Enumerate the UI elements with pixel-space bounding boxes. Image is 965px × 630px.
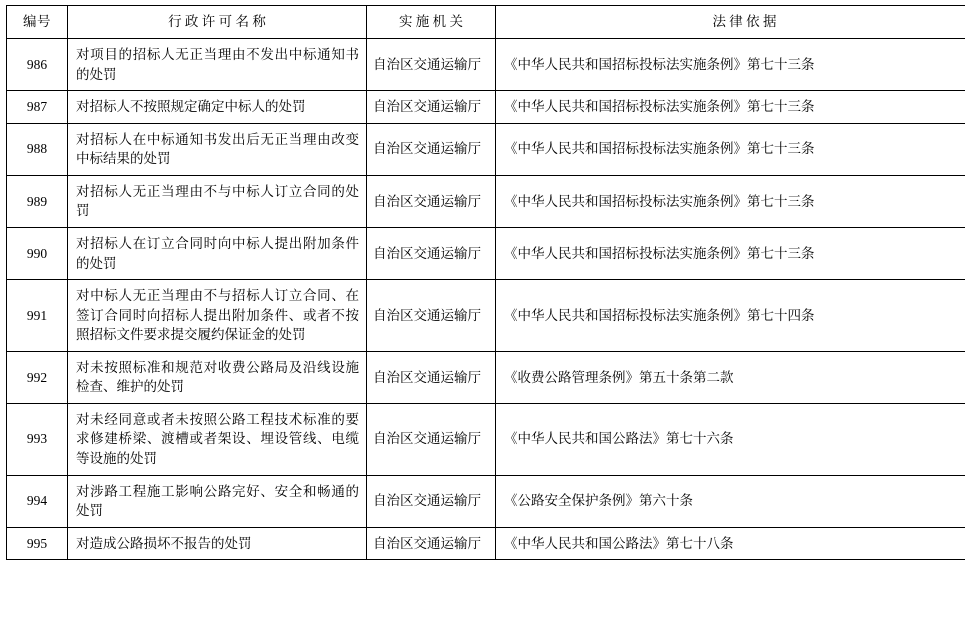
cell-number: 988 (7, 123, 68, 175)
cell-number: 987 (7, 91, 68, 124)
cell-permission-name: 对未按照标准和规范对收费公路局及沿线设施检查、维护的处罚 (68, 351, 367, 403)
cell-legal-basis: 《中华人民共和国招标投标法实施条例》第七十三条 (496, 123, 965, 175)
cell-number: 990 (7, 227, 68, 279)
cell-legal-basis: 《中华人民共和国招标投标法实施条例》第七十四条 (496, 280, 965, 352)
cell-implementing-organ: 自治区交通运输厅 (367, 403, 496, 475)
administrative-permission-table (6, 5, 965, 560)
table-row (7, 91, 965, 124)
cell-permission-name: 对未经同意或者未按照公路工程技术标准的要求修建桥梁、渡槽或者架设、埋设管线、电缆等设施的处罚 (68, 403, 367, 475)
cell-implementing-organ: 自治区交通运输厅 (367, 91, 496, 124)
cell-legal-basis: 《中华人民共和国公路法》第七十六条 (496, 403, 965, 475)
column-header-number: 编号 (7, 6, 68, 39)
cell-implementing-organ: 自治区交通运输厅 (367, 175, 496, 227)
table-row (7, 527, 965, 560)
cell-permission-name: 对中标人无正当理由不与招标人订立合同、在签订合同时向招标人提出附加条件、或者不按照招标文件要求提交履约保证金的处罚 (68, 280, 367, 352)
cell-number: 986 (7, 39, 68, 91)
cell-legal-basis: 《中华人民共和国招标投标法实施条例》第七十三条 (496, 227, 965, 279)
table-row (7, 475, 965, 527)
cell-number: 992 (7, 351, 68, 403)
cell-legal-basis: 《收费公路管理条例》第五十条第二款 (496, 351, 965, 403)
table-row (7, 403, 965, 475)
cell-number: 993 (7, 403, 68, 475)
cell-number: 989 (7, 175, 68, 227)
table-header (7, 6, 965, 39)
cell-implementing-organ: 自治区交通运输厅 (367, 123, 496, 175)
cell-legal-basis: 《中华人民共和国招标投标法实施条例》第七十三条 (496, 91, 965, 124)
table-body (7, 39, 965, 560)
cell-permission-name: 对招标人在中标通知书发出后无正当理由改变中标结果的处罚 (68, 123, 367, 175)
cell-legal-basis: 《公路安全保护条例》第六十条 (496, 475, 965, 527)
table-row (7, 123, 965, 175)
cell-permission-name: 对造成公路损坏不报告的处罚 (68, 527, 367, 560)
column-header-basis: 法 律 依 据 (496, 6, 965, 39)
cell-implementing-organ: 自治区交通运输厅 (367, 351, 496, 403)
cell-permission-name: 对招标人无正当理由不与中标人订立合同的处罚 (68, 175, 367, 227)
cell-legal-basis: 《中华人民共和国公路法》第七十八条 (496, 527, 965, 560)
cell-permission-name: 对招标人不按照规定确定中标人的处罚 (68, 91, 367, 124)
cell-permission-name: 对项目的招标人无正当理由不发出中标通知书的处罚 (68, 39, 367, 91)
cell-implementing-organ: 自治区交通运输厅 (367, 527, 496, 560)
cell-permission-name: 对涉路工程施工影响公路完好、安全和畅通的处罚 (68, 475, 367, 527)
cell-number: 995 (7, 527, 68, 560)
column-header-name: 行 政 许 可 名 称 (68, 6, 367, 39)
table-header-row (7, 6, 965, 39)
table-row (7, 351, 965, 403)
table-row (7, 227, 965, 279)
table-row (7, 280, 965, 352)
cell-legal-basis: 《中华人民共和国招标投标法实施条例》第七十三条 (496, 175, 965, 227)
cell-implementing-organ: 自治区交通运输厅 (367, 280, 496, 352)
cell-permission-name: 对招标人在订立合同时向中标人提出附加条件的处罚 (68, 227, 367, 279)
table-row (7, 175, 965, 227)
cell-number: 994 (7, 475, 68, 527)
cell-number: 991 (7, 280, 68, 352)
cell-implementing-organ: 自治区交通运输厅 (367, 475, 496, 527)
table-row (7, 39, 965, 91)
cell-legal-basis: 《中华人民共和国招标投标法实施条例》第七十三条 (496, 39, 965, 91)
column-header-organ: 实 施 机 关 (367, 6, 496, 39)
cell-implementing-organ: 自治区交通运输厅 (367, 227, 496, 279)
cell-implementing-organ: 自治区交通运输厅 (367, 39, 496, 91)
